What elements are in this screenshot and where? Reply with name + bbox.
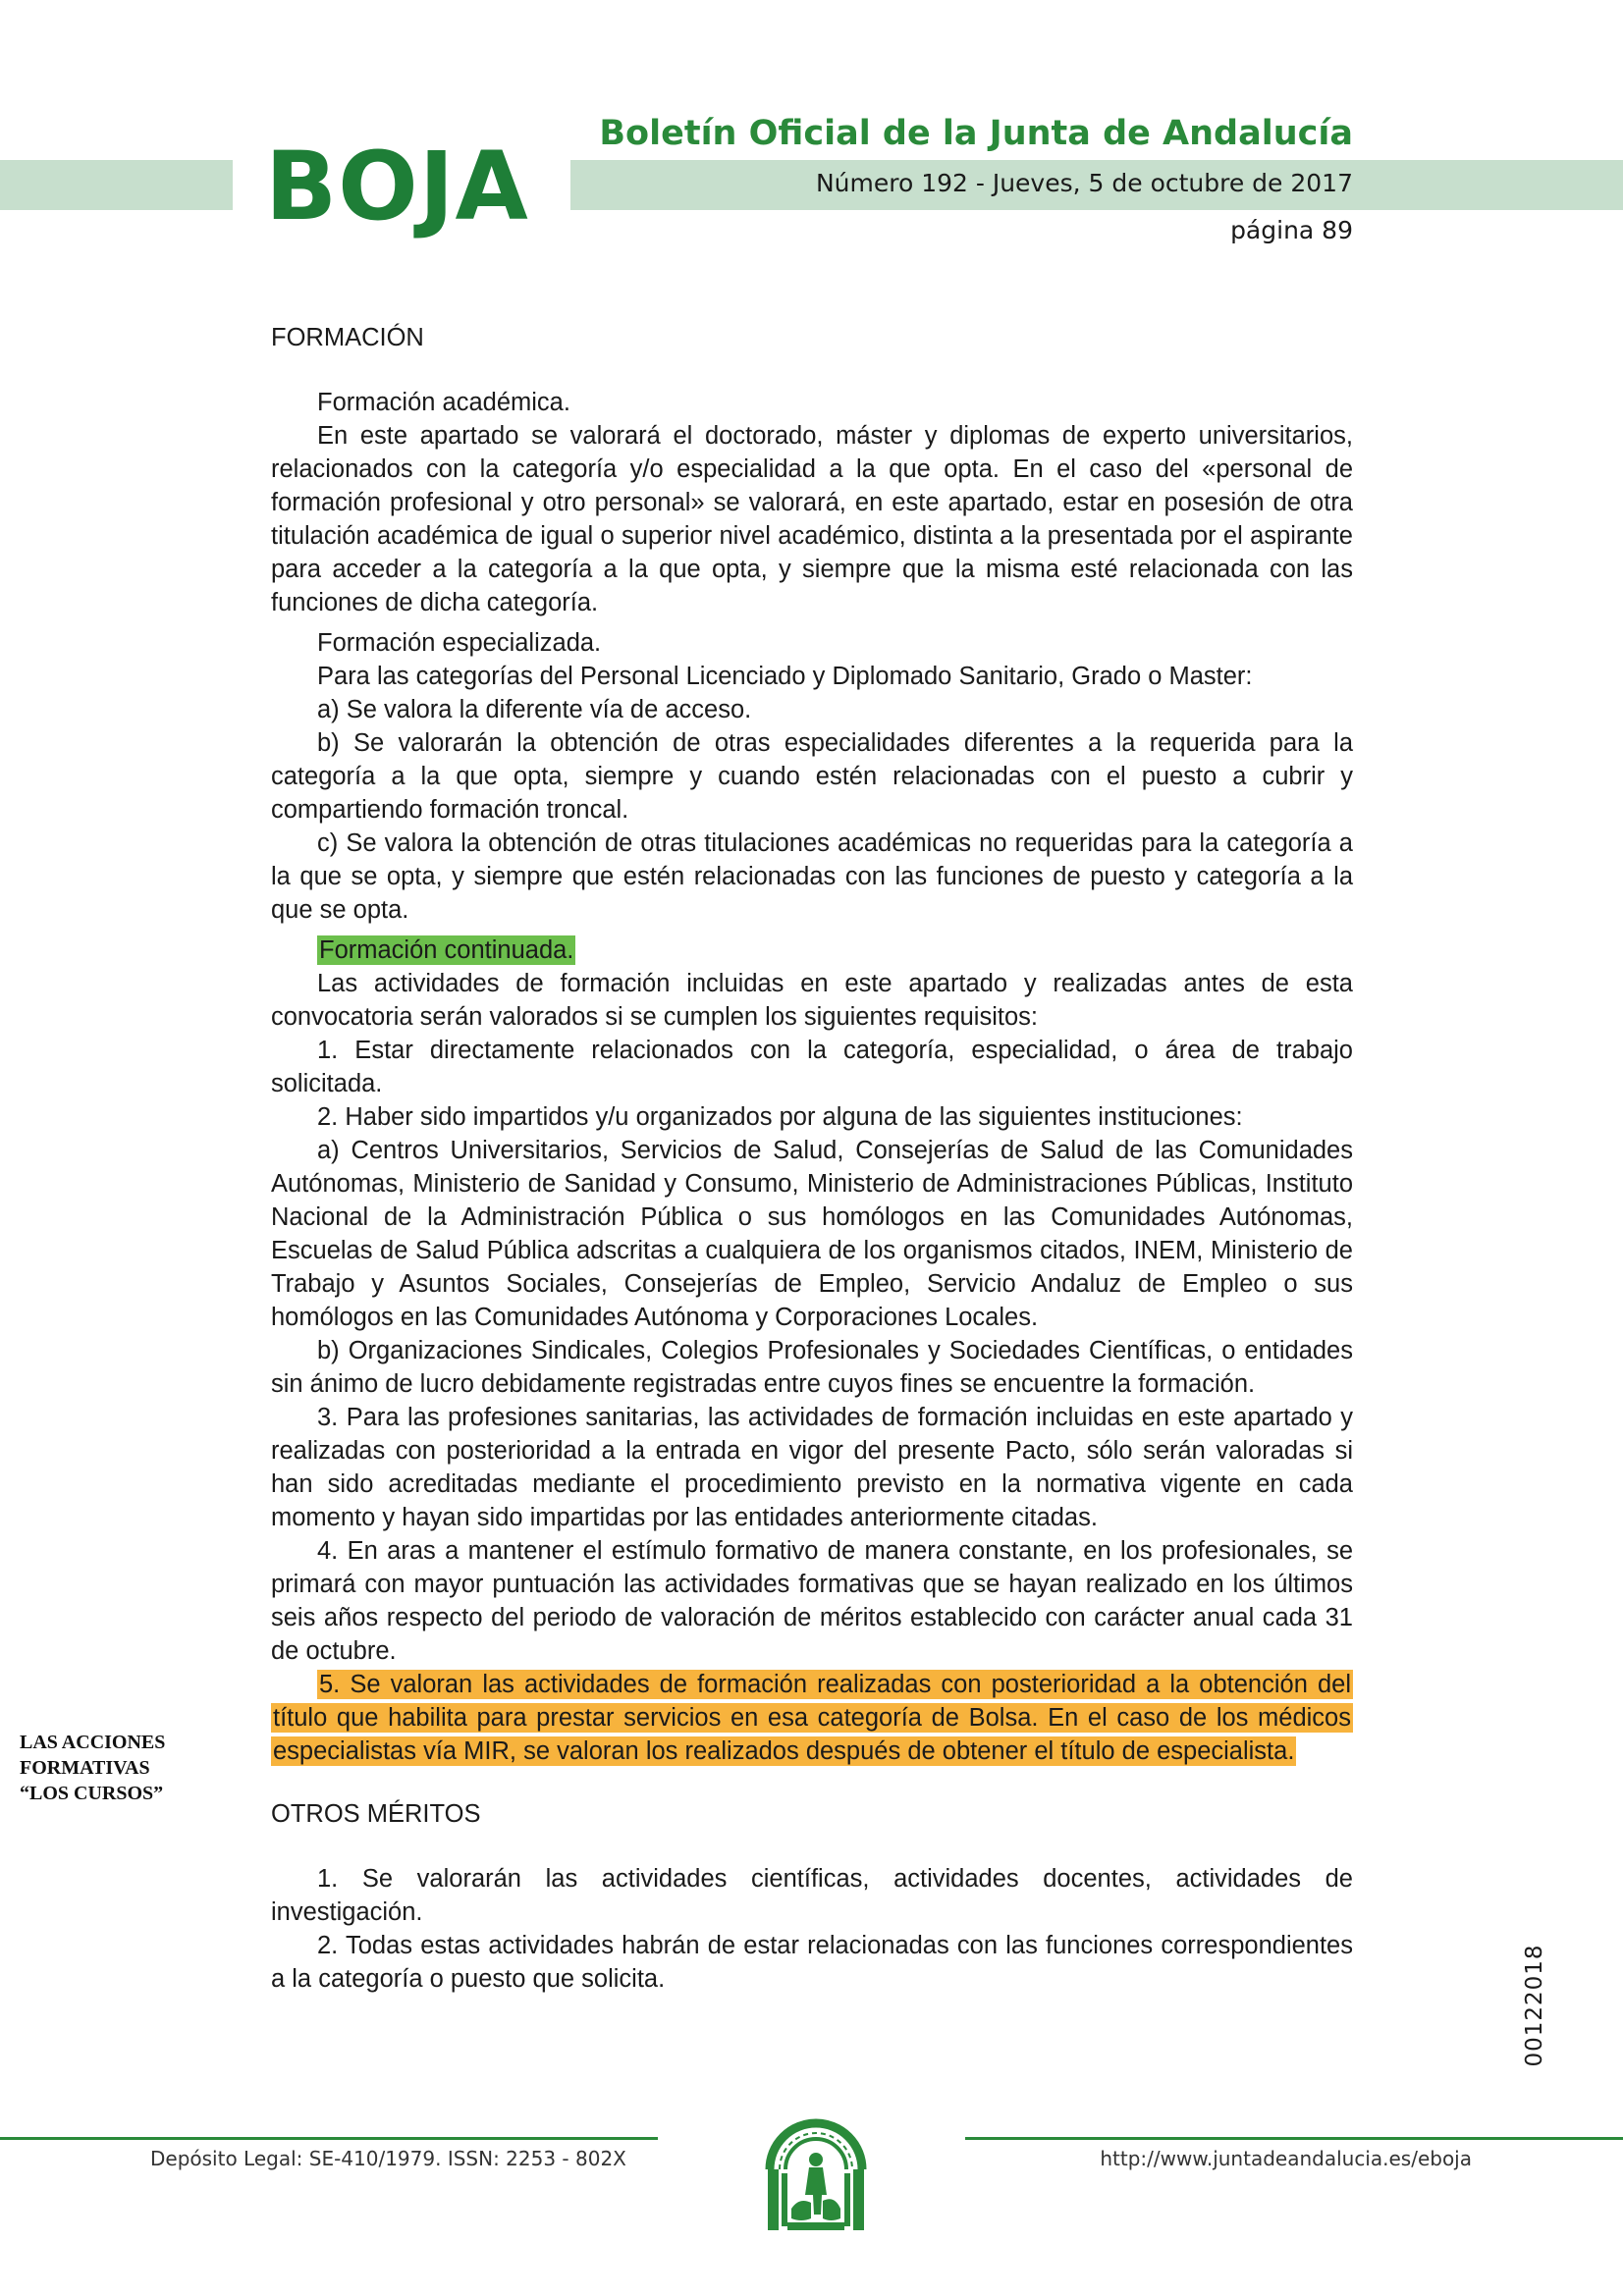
paragraph: En este apartado se valorará el doctorado, máster y diplomas de experto universitarios, relacionados con la categoría y/o especialidad a la que opta. En el caso del «personal de formación profesional y otro personal» se valorará, en este apartado, estar en posesión de otra titulación académica de igual o superior nivel académico, distinta a la presentada por el aspirante para acceder a la categoría a la que opta, y siempre que la misma esté relacionada con las funciones de dicha categoría.	[271, 422, 1353, 616]
paragraph: b) Se valorarán la obtención de otras especialidades diferentes a la requerida para la categoría a la que opta, siempre y cuando estén relacionadas con el puesto a cubrir y compartiendo formación troncal.	[271, 729, 1353, 824]
paragraph: b) Organizaciones Sindicales, Colegios Profesionales y Sociedades Científicas, o entidades sin ánimo de lucro debidamente registradas entre cuyos fines se encuentre la formación.	[271, 1337, 1353, 1398]
paragraph: Formación especializada.	[317, 629, 602, 657]
paragraph: a) Se valora la diferente vía de acceso.	[317, 696, 752, 723]
margin-annotation-line: “LOS CURSOS”	[20, 1783, 164, 1804]
paragraph: 1. Se valorarán las actividades científicas, actividades docentes, actividades de investigación.	[271, 1865, 1353, 1926]
header-band-left	[0, 160, 233, 210]
paragraph: 2. Haber sido impartidos y/u organizados por alguna de las siguientes instituciones:	[317, 1103, 1243, 1131]
paragraph: 2. Todas estas actividades habrán de estar relacionadas con las funciones correspondientes a la categoría o puesto que solicita.	[271, 1932, 1353, 1993]
paragraph: Para las categorías del Personal Licenciado y Diplomado Sanitario, Grado o Master:	[317, 663, 1253, 690]
paragraph: 1. Estar directamente relacionados con la categoría, especialidad, o área de trabajo solicitada.	[271, 1037, 1353, 1097]
page-number: página 89	[1230, 216, 1353, 244]
paragraph: 4. En aras a mantener el estímulo formativo de manera constante, en los profesionales, se primará con mayor puntuación las actividades formativas que se hayan realizado en los últimos seis años respecto del periodo de valoración de méritos establecido con carácter anual cada 31 de octubre.	[271, 1537, 1353, 1665]
footer-rule-left	[0, 2137, 658, 2140]
margin-annotation-line: LAS ACCIONES	[20, 1732, 166, 1753]
issue-number-date: Número 192 - Jueves, 5 de octubre de 2017	[815, 169, 1353, 197]
document-id-text: 00122018	[1522, 1944, 1547, 2067]
footer-url-link[interactable]: http://www.juntadeandalucia.es/eboja	[1100, 2147, 1472, 2170]
margin-annotation-line: FORMATIVAS	[20, 1757, 150, 1779]
paragraph: Formación académica.	[317, 389, 570, 416]
paragraph-highlighted-orange	[271, 1668, 1353, 1768]
junta-andalucia-emblem-icon	[762, 2099, 870, 2236]
boja-logo: BOJA	[265, 132, 529, 241]
paragraph-highlighted-green	[271, 934, 1353, 967]
highlight-orange: 5. Se valoran las actividades de formación realizadas con posterioridad a la obtención del título que habilita para prestar servicios en esa categoría de Bolsa. En el caso de los médicos especialistas vía MIR, se valoran los realizados después de obtener el título de especialista.	[273, 1671, 1351, 1765]
margin-annotation	[20, 1730, 165, 1806]
section-heading-formacion: FORMACIÓN	[271, 324, 424, 351]
section-heading-otros-meritos: OTROS MÉRITOS	[271, 1800, 481, 1828]
paragraph: Las actividades de formación incluidas en este apartado y realizadas antes de esta convocatoria serán valorados si se cumplen los siguientes requisitos:	[271, 970, 1353, 1031]
footer-rule-right	[965, 2137, 1623, 2140]
document-body	[271, 321, 1353, 1996]
paragraph: 3. Para las profesiones sanitarias, las actividades de formación incluidas en este apartado y realizadas con posterioridad a la entrada en vigor del presente Pacto, sólo serán valoradas si han sido acreditadas mediante el procedimiento previsto en la normativa vigente en cada momento y hayan sido impartidas por las entidades anteriormente citadas.	[271, 1404, 1353, 1531]
highlight-green: Formación continuada.	[319, 936, 574, 964]
bulletin-title: Boletín Oficial de la Junta de Andalucía	[599, 114, 1353, 153]
paragraph: c) Se valora la obtención de otras titulaciones académicas no requeridas para la categoría a la que se opta, y siempre que estén relacionadas con las funciones de puesto y categoría a la que se opta.	[271, 829, 1353, 924]
legal-deposit-issn: Depósito Legal: SE-410/1979. ISSN: 2253 - 802X	[150, 2147, 626, 2170]
paragraph: a) Centros Universitarios, Servicios de Salud, Consejerías de Salud de las Comunidades Autónomas, Ministerio de Sanidad y Consumo, Ministerio de Administraciones Públicas, Instituto Nacional de la Administración Pública o sus homólogos en las Comunidades Autónomas, Escuelas de Salud Pública adscritas a cualquiera de los organismos citados, INEM, Ministerio de Trabajo y Asuntos Sociales, Consejerías de Empleo, Servicio Andaluz de Empleo o sus homólogos en las Comunidades Autónoma y Corporaciones Locales.	[271, 1137, 1353, 1331]
